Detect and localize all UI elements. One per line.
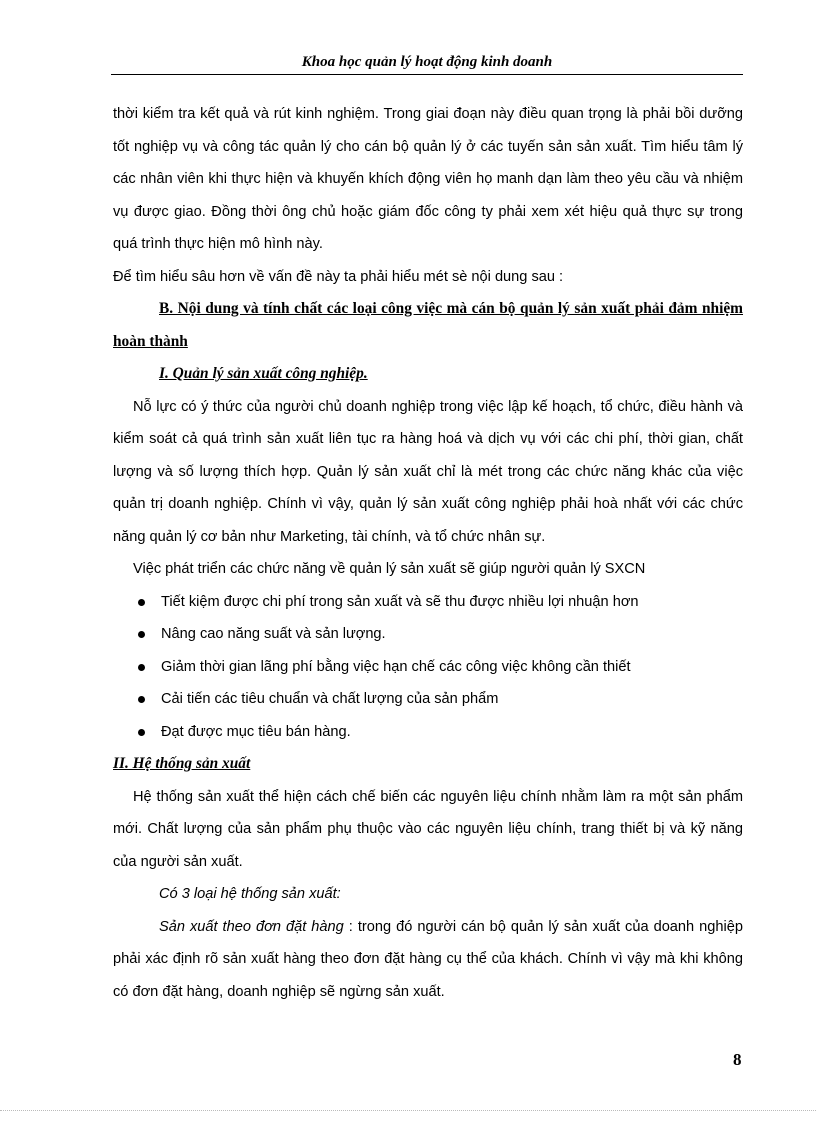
list-item: Đạt được mục tiêu bán hàng. [135, 716, 743, 749]
page-bottom-divider [0, 1110, 816, 1111]
page-header [111, 52, 743, 75]
benefit-list [113, 586, 743, 749]
bullet-icon [138, 664, 145, 671]
bullet-icon [138, 729, 145, 736]
paragraph-intro: Để tìm hiểu sâu hơn về vấn đề này ta phải hiểu mét sè nội dung sau : [113, 268, 564, 285]
paragraph-production-system: Hệ thống sản xuất thể hiện cách chế biến các nguyên liệu chính nhằm làm ra một sản phẩm mới. Chất lượng của sản phẩm phụ thuộc vào các nguyên liệu chính, trang thiết bị và kỹ năng của người sản xuất. [113, 788, 743, 870]
paragraph-system-types: Có 3 loại hệ thống sản xuất: [159, 886, 341, 902]
bullet-icon [138, 631, 145, 638]
section-heading-i: I. Quản lý sản xuất công nghiệp. [159, 365, 368, 382]
list-item: Nâng cao năng suất và sản lượng. [135, 618, 743, 651]
bullet-icon [138, 696, 145, 703]
section-heading-b: B. Nội dung và tính chất các loại công việc mà cán bộ quản lý sản xuất phải đảm nhiệm hoàn thành [113, 300, 743, 350]
paragraph-functions-intro: Việc phát triển các chức năng về quản lý sản xuất sẽ giúp người quản lý SXCN [133, 561, 646, 577]
bullet-icon [138, 599, 145, 606]
list-item: Tiết kiệm được chi phí trong sản xuất và sẽ thu được nhiều lợi nhuận hơn [135, 586, 743, 619]
page-number: 8 [733, 1050, 742, 1069]
paragraph-continuation: thời kiểm tra kết quả và rút kinh nghiệm. Trong giai đoạn này điều quan trọng là phải bồi dưỡng tốt nghiệp vụ và công tác quản lý cho cán bộ quản lý ở các tuyến sản sản xuất. Tìm hiểu tâm lý các nhân viên khi thực hiện và khuyến khích động viên họ manh dạn làm theo yêu cầu và nhiệm vụ được giao. Đồng thời ông chủ hoặc giám đốc công ty phải xem xét hiệu quả thực sự trong quá trình thực hiện mô hình này. [113, 106, 743, 252]
paragraph-make-to-order: Sản xuất theo đơn đặt hàng : trong đó người cán bộ quản lý sản xuất của doanh nghiệp phải xác định rõ sản xuất hàng theo đơn đặt hàng cụ thể của khách. Chính vì vậy mà khi không có đơn đặt hàng, doanh nghiệp sẽ ngừng sản xuất. [113, 918, 743, 1000]
header-title: Khoa học quản lý hoạt động kinh doanh [301, 54, 553, 70]
paragraph-industrial-management: Nỗ lực có ý thức của người chủ doanh nghiệp trong việc lập kế hoạch, tổ chức, điều hành và kiểm soát cả quá trình sản xuất liên tục ra hàng hoá và dịch vụ với các chi phí, thời gian, chất lượng và số lượng thích hợp. Quản lý sản xuất chỉ là mét trong các chức năng khác của việc quản trị doanh nghiệp. Chính vì vậy, quản lý sản xuất công nghiệp phải hoà nhất với các chức năng quản lý cơ bản như Marketing, tài chính, và tổ chức nhân sự. [113, 398, 743, 545]
page-body [113, 98, 743, 1008]
list-item: Giảm thời gian lãng phí bằng việc hạn chế các công việc không cần thiết [135, 651, 743, 684]
list-item: Cải tiến các tiêu chuẩn và chất lượng của sản phẩm [135, 683, 743, 716]
term-make-to-order: Sản xuất theo đơn đặt hàng [159, 918, 344, 935]
section-heading-ii: II. Hệ thống sản xuất [113, 755, 251, 772]
